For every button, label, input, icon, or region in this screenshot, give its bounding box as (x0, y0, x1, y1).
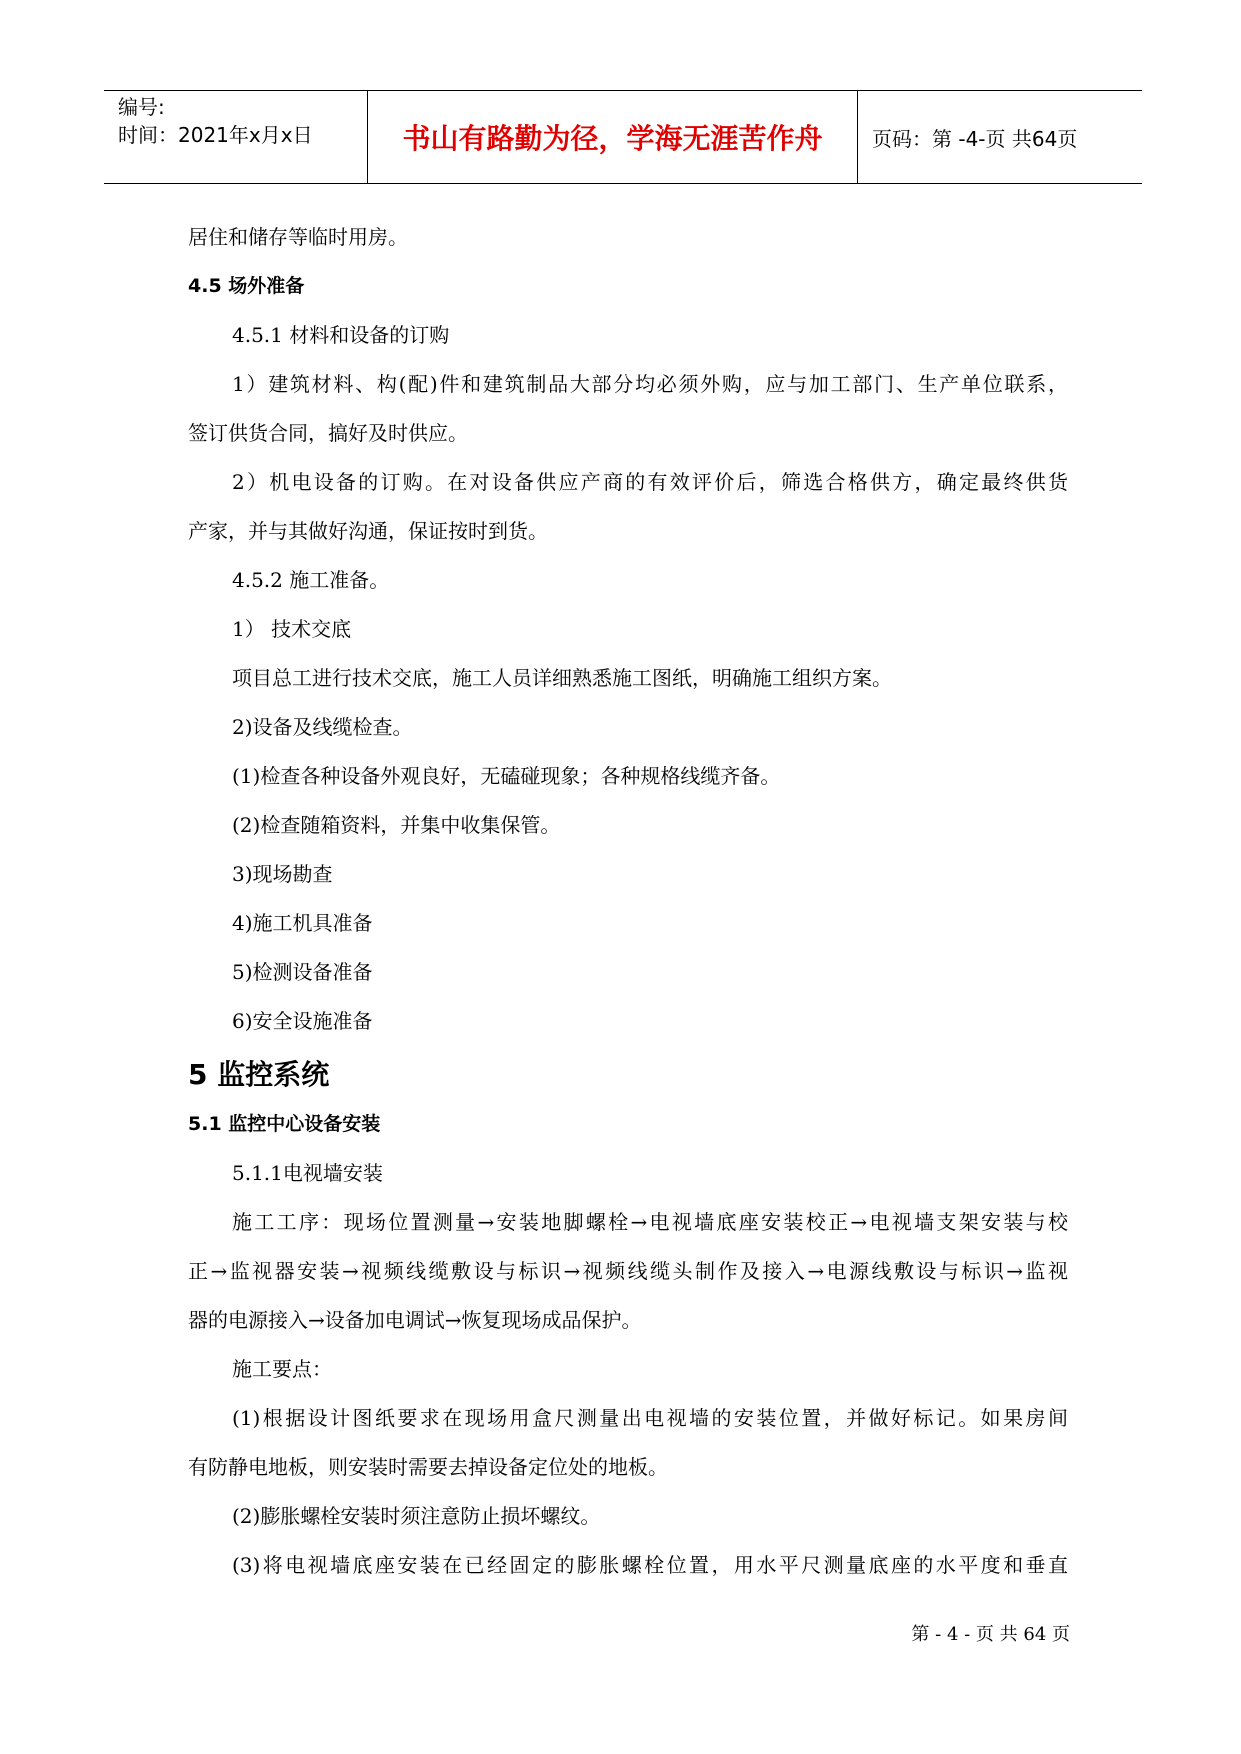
header-meta (104, 91, 368, 183)
list-item: 6)安全设施准备 (232, 1009, 373, 1033)
paragraph: 正→监视器安装→视频线缆敷设与标识→视频线缆头制作及接入→电源线敷设与标识→监视 (188, 1259, 1068, 1283)
list-item: (2)膨胀螺栓安装时须注意防止损坏螺纹。 (232, 1504, 601, 1528)
header-motto: 书山有路勤为径，学海无涯苦作舟 (368, 91, 858, 183)
paragraph: 1）建筑材料、构(配)件和建筑制品大部分均必须外购，应与加工部门、生产单位联系， (232, 372, 1068, 396)
list-item: 5)检测设备准备 (232, 960, 373, 984)
page-footer: 第 - 4 - 页 共 64 页 (911, 1624, 1070, 1645)
list-item: (1)检查各种设备外观良好，无磕碰现象；各种规格线缆齐备。 (232, 764, 781, 788)
paragraph: 2）机电设备的订购。在对设备供应产商的有效评价后，筛选合格供方，确定最终供货 (232, 470, 1068, 494)
header-page-label: 页码：第 -4-页 共64页 (872, 126, 1078, 151)
subsection-heading: 4.5.1 材料和设备的订购 (232, 323, 450, 347)
paragraph: 签订供货合同，搞好及时供应。 (188, 421, 468, 445)
section-heading: 5.1 监控中心设备安装 (188, 1113, 381, 1135)
subsection-heading: 4.5.2 施工准备。 (232, 568, 390, 592)
paragraph: 项目总工进行技术交底，施工人员详细熟悉施工图纸，明确施工组织方案。 (232, 666, 892, 690)
paragraph: 居住和储存等临时用房。 (188, 225, 408, 249)
section-heading: 4.5 场外准备 (188, 275, 305, 297)
list-item: (3)将电视墙底座安装在已经固定的膨胀螺栓位置，用水平尺测量底座的水平度和垂直 (232, 1553, 1068, 1577)
paragraph: 产家，并与其做好沟通，保证按时到货。 (188, 519, 548, 543)
subsection-heading: 5.1.1电视墙安装 (232, 1161, 383, 1185)
document-time-label: 时间：2021年x月x日 (118, 123, 313, 147)
list-item: (1)根据设计图纸要求在现场用盒尺测量出电视墙的安装位置，并做好标记。如果房间 (232, 1406, 1068, 1430)
chapter-heading: 5 监控系统 (188, 1058, 330, 1091)
list-item: 4)施工机具准备 (232, 911, 373, 935)
document-number-label: 编号: (118, 95, 165, 119)
list-item: 1） 技术交底 (232, 617, 352, 641)
paragraph: 有防静电地板，则安装时需要去掉设备定位处的地板。 (188, 1455, 668, 1479)
document-body (188, 215, 1068, 1592)
page-header (104, 90, 1142, 184)
paragraph: 器的电源接入→设备加电调试→恢复现场成品保护。 (188, 1308, 642, 1332)
paragraph: 施工要点： (232, 1357, 332, 1381)
paragraph: 施工工序：现场位置测量→安装地脚螺栓→电视墙底座安装校正→电视墙支架安装与校 (232, 1210, 1068, 1234)
list-item: (2)检查随箱资料，并集中收集保管。 (232, 813, 561, 837)
list-item: 3)现场勘查 (232, 862, 333, 886)
list-item: 2)设备及线缆检查。 (232, 715, 413, 739)
